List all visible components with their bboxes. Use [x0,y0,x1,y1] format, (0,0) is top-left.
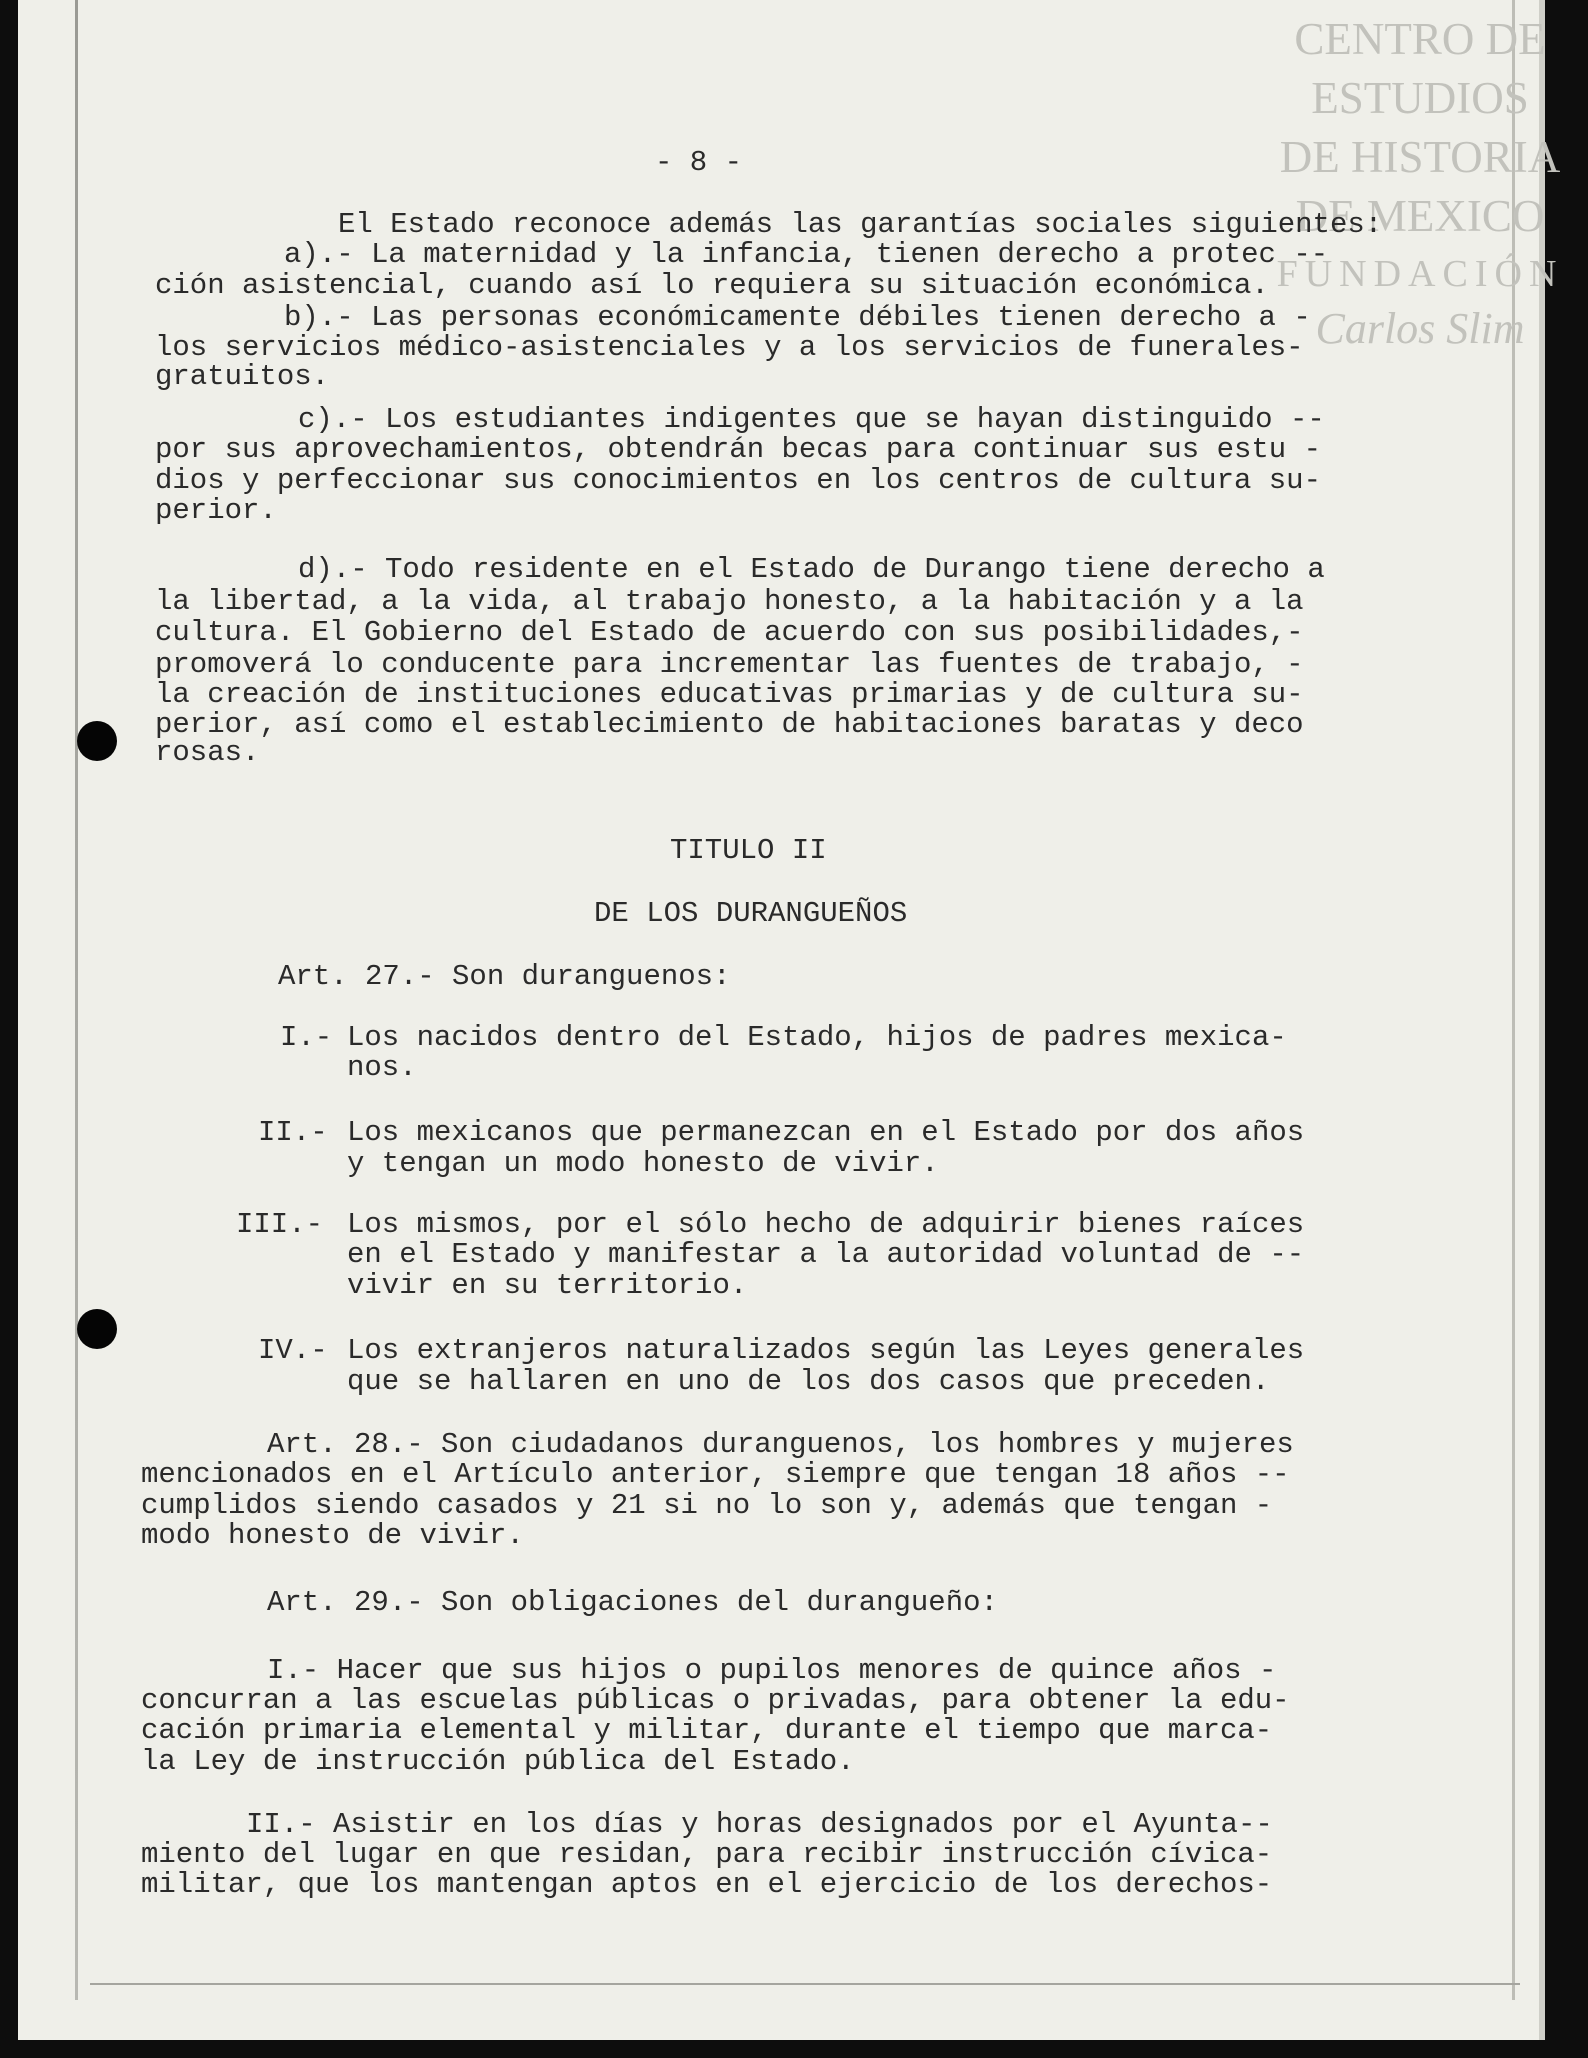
text-line: perior. [155,494,277,527]
item-number: I.- [280,1021,333,1054]
text-line: c).- Los estudiantes indigentes que se hayan distinguido -- [298,403,1325,436]
text-line: vivir en su territorio. [347,1269,748,1302]
text-line: miento del lugar en que residan, para recibir instrucción cívica- [141,1838,1273,1871]
item-number: III.- [236,1208,324,1241]
text-line: a).- La maternidad y la infancia, tienen derecho a protec -- [284,238,1329,271]
text-line: Art. 28.- Son ciudadanos duranguenos, los hombres y mujeres [267,1428,1294,1461]
text-line: gratuitos. [155,360,330,393]
text-line: Los mexicanos que permanezcan en el Estado por dos años [347,1116,1305,1149]
text-line: ción asistencial, cuando así lo requiera su situación económica. [155,269,1269,302]
text-line: promoverá lo conducente para incrementar las fuentes de trabajo, - [155,648,1304,681]
text-line: nos. [347,1051,417,1084]
watermark-line: DE HISTORIA [1279,132,1561,182]
text-line: que se hallaren en uno de los dos casos que preceden. [347,1365,1270,1398]
text-line: b).- Las personas económicamente débiles tienen derecho a - [284,301,1311,334]
text-line: militar, que los mantengan aptos en el ejercicio de los derechos- [141,1868,1273,1901]
text-line: perior, así como el establecimiento de habitaciones baratas y deco [155,708,1304,741]
text-line: la Ley de instrucción pública del Estado. [141,1745,855,1778]
text-line: dios y perfeccionar sus conocimientos en los centros de cultura su- [155,464,1321,497]
section-subtitle: DE LOS DURANGUEÑOS [594,897,908,930]
watermark-foundation: FUNDACIÓN [1276,253,1564,295]
watermark-line: ESTUDIOS [1311,73,1529,123]
text-line: II.- Asistir en los días y horas designados por el Ayunta-- [246,1808,1273,1841]
text-line: cumplidos siendo casados y 21 si no lo son y, además que tengan - [141,1489,1273,1522]
watermark-line: CENTRO DE [1294,14,1546,64]
text-line: la libertad, a la vida, al trabajo honesto, a la habitación y a la [155,585,1304,618]
text-line: la creación de instituciones educativas primarias y de cultura su- [155,678,1304,711]
text-line: Los extranjeros naturalizados según las Leyes generales [347,1334,1305,1367]
watermark-line: DE MEXICO [1295,191,1545,241]
item-number: IV.- [258,1334,328,1367]
item-number: II.- [258,1116,328,1149]
text-line: cación primaria elemental y militar, durante el tiempo que marca- [141,1714,1273,1747]
text-line: d).- Todo residente en el Estado de Durango tiene derecho a [298,553,1325,586]
text-line: rosas. [155,736,260,769]
text-line: los servicios médico-asistenciales y a los servicios de funerales- [155,331,1304,364]
text-line: concurran a las escuelas públicas o privadas, para obtener la edu- [141,1684,1290,1717]
page-number: - 8 - [655,146,743,179]
text-line: I.- Hacer que sus hijos o pupilos menores de quince años - [267,1654,1277,1687]
text-line: y tengan un modo honesto de vivir. [347,1147,939,1180]
text-line: mencionados en el Artículo anterior, siempre que tengan 18 años -- [141,1458,1290,1491]
text-line: cultura. El Gobierno del Estado de acuerdo con sus posibilidades,- [155,616,1304,649]
text-line: modo honesto de vivir. [141,1519,524,1552]
article-header: Art. 27.- Son duranguenos: [278,960,731,993]
section-title: TITULO II [670,834,827,867]
article-header: Art. 29.- Son obligaciones del durangueño: [267,1586,998,1619]
text-line: en el Estado y manifestar a la autoridad voluntad de -- [347,1238,1305,1271]
text-line: El Estado reconoce además las garantías sociales siguientes: [338,208,1383,241]
text-line: Los mismos, por el sólo hecho de adquirir bienes raíces [347,1208,1305,1241]
text-line: Los nacidos dentro del Estado, hijos de padres mexica- [347,1021,1287,1054]
watermark-signature: Carlos Slim [1315,304,1525,353]
text-line: por sus aprovechamientos, obtendrán becas para continuar sus estu - [155,433,1321,466]
